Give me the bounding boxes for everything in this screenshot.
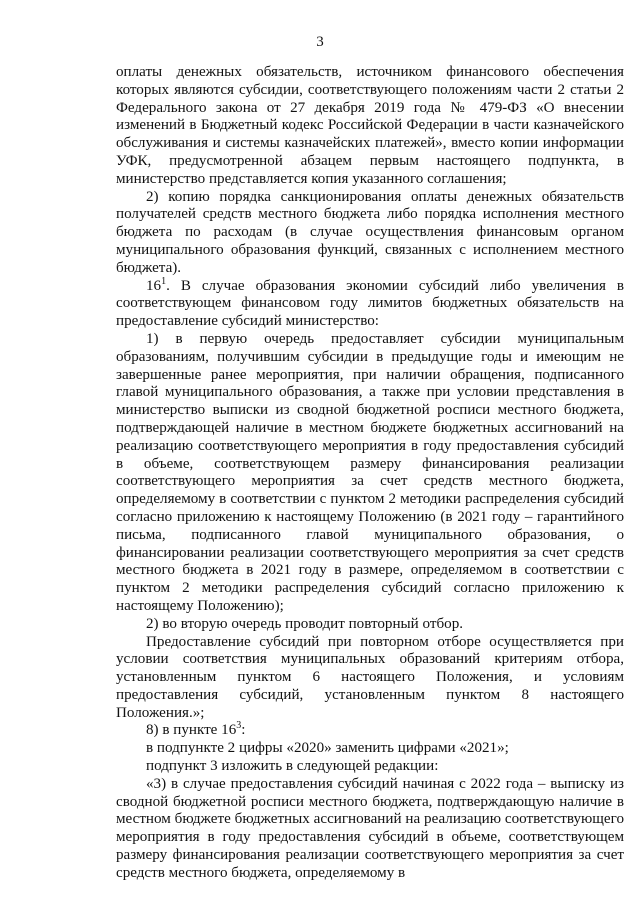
paragraph-clause-16-1 [116,275,624,331]
paragraph-item-1-first-priority: 1) в первую очередь предоставляет субсидии муниципальным образованиям, получившим субсидии в предыдущие годы и имеющим не завершенные ранее мероприятия, при наличии обращения, подписанного главой муниципального образования, а также при условии представления в министерство выписки из сводной бюджетной росписи местного бюджета, подтверждающей наличие в местном бюджете бюджетных ассигнований на реализацию соответствующего мероприятия в году предоставления субсидий в объеме, соответствующем размеру финансирования реализации соответствующего мероприятия за счет средств местного бюджета, определяемому в соответствии с пунктом 2 методики распределения субсидий согласно приложению к настоящему Положению (в 2021 году – гарантийного письма, подписанного главой муниципального образования, о финансировании реализации соответствующего мероприятия за счет средств местного бюджета в 2021 году в размере, определяемом в соответствии с пунктом 2 методики распределения субсидий согласно приложению к настоящему Положению); [116,330,624,614]
clause-text: . В случае образования экономии субсидий либо увеличения в соответствующем финансовом году лимитов бюджетных обязательств на предоставление субсидий министерство: [116,277,624,330]
clause-superscript: 1 [161,275,167,287]
document-body [116,64,624,883]
paragraph-item-2-second-priority: 2) во вторую очередь проводит повторный отбор. [146,615,464,632]
paragraph-subitem-2-change: в подпункте 2 цифры «2020» заменить цифрами «2021»; [146,740,509,757]
paragraph-repeat-selection: Предоставление субсидий при повторном отборе осуществляется при условии соответствия муниципальных образований критериям отбора, установленным пунктом 6 настоящего Положения, и условиям предоставления субсидий, установленным пунктом 8 настоящего Положения.»; [116,633,624,721]
item-8-superscript: 3 [236,720,242,732]
paragraph-quoted-subitem-3: «3) в случае предоставления субсидий начиная с 2022 года – выписку из сводной бюджетной росписи местного бюджета, подтверждающую наличие в местном бюджете бюджетных ассигнований на реализацию соответствующего мероприятия в году предоставления субсидий в объеме, соответствующем размеру финансирования реализации соответствующего мероприятия за счет средств местного бюджета, определяемому в [116,775,624,881]
item-8-text: 8) в пункте 16 [146,722,237,739]
paragraph-item-8 [116,722,624,740]
page-number: 3 [316,34,324,50]
paragraph-continuation: оплаты денежных обязательств, источником финансового обеспечения которых являются субсидии, соответствующего положениям части 2 статьи 2 Федерального закона от 27 декабря 2019 года № 479-ФЗ «О внесении изменений в Бюджетный кодекс Российской Федерации в части казначейского обслуживания и системы казначейских платежей», вместо копии информации УФК, предусмотренной абзацем первым настоящего подпункта, в министерство представляется копия указанного соглашения; [116,64,624,187]
paragraph-item-2: 2) копию порядка санкционирования оплаты денежных обязательств получателей средств местного бюджета либо порядка исполнения местного бюджета по расходам (в случае осуществления финансовым органом муниципального образования функций, связанных с исполнением местного бюджета). [116,188,624,276]
paragraph-subitem-3-new-wording: подпункт 3 изложить в следующей редакции: [146,758,439,775]
item-8-colon: : [241,722,246,739]
clause-number: 16 [146,277,162,294]
